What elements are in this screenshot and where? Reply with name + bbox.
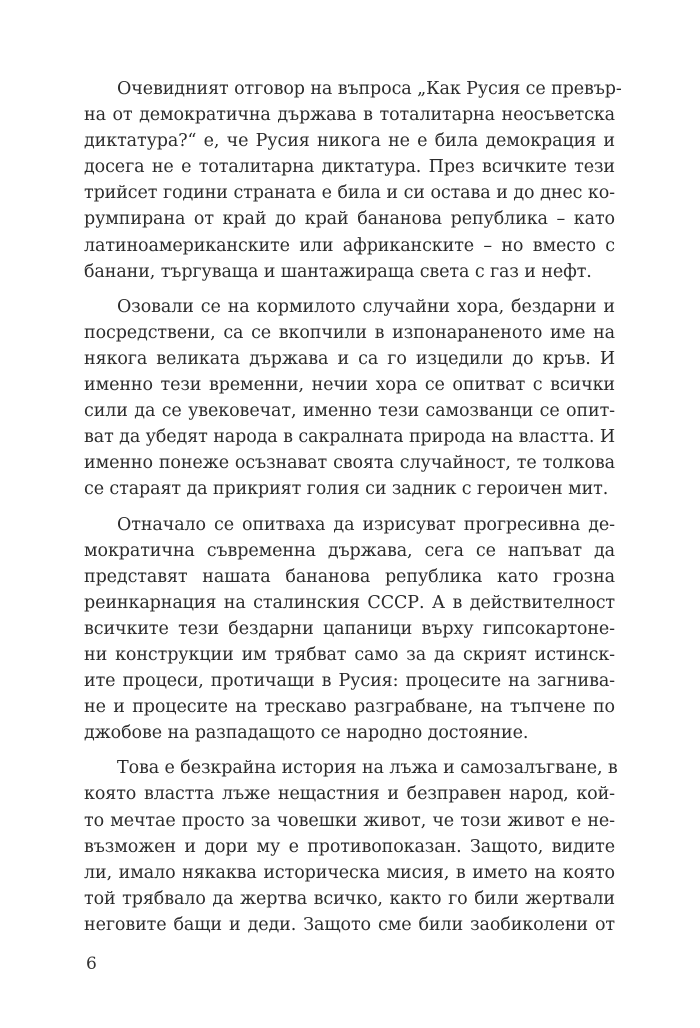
text-line: се стараят да прикрият голия си задник с героичен мит. bbox=[84, 479, 609, 500]
text-line: не и процесите на трескаво разграбване, на тъпчене по bbox=[84, 697, 615, 718]
paragraph bbox=[84, 76, 622, 285]
text-line: посредствени, са се вкопчили в изпонараненото име на bbox=[84, 322, 615, 343]
text-line: която властта лъже нещастния и безправен народ, кой- bbox=[84, 784, 615, 805]
text-line: Озовали се на кормилото случайни хора, бездарни и bbox=[117, 296, 615, 317]
text-line: ват да убедят народа в сакралната природа на властта. И bbox=[84, 427, 615, 448]
text-line: на от демократична държава в тоталитарна неосъветска bbox=[84, 105, 615, 126]
text-line: румпирана от край до край бананова република – като bbox=[84, 209, 615, 230]
text-line: неговите бащи и деди. Защото сме били заобиколени от bbox=[84, 914, 615, 935]
paragraph bbox=[84, 512, 615, 747]
text-line: представят нашата бананова република като грозна bbox=[84, 566, 615, 587]
text-line: досега не е тоталитарна диктатура. През всичките тези bbox=[84, 157, 615, 178]
text-line: Отначало се опитваха да изрисуват прогресивна де- bbox=[117, 514, 615, 535]
text-line: някога великата държава и са го изцедили до кръв. И bbox=[84, 348, 615, 369]
text-line: ите процеси, протичащи в Русия: процесите на загнива- bbox=[84, 671, 615, 692]
text-line: диктатура?“ е, че Русия никога не е била демокрация и bbox=[84, 131, 615, 152]
paragraph bbox=[84, 294, 615, 503]
text-line: ли, имало някаква историческа мисия, в името на която bbox=[84, 862, 615, 883]
text-line: възможен и дори му е противопоказан. Защото, видите bbox=[84, 836, 615, 857]
text-line: именно тези временни, нечии хора се опитват с всички bbox=[84, 375, 615, 396]
text-line: Очевидният отговор на въпроса „Как Русия се превър- bbox=[117, 79, 622, 99]
text-line: той трябвало да жертва всичко, както го били жертвали bbox=[84, 888, 615, 909]
text-line: латиноамериканските или африканските – но вместо с bbox=[84, 235, 615, 256]
paragraph bbox=[84, 755, 618, 938]
page-number: 6 bbox=[86, 954, 97, 974]
text-line: всичките тези бездарни цапаници върху гипсокартоне- bbox=[84, 618, 615, 639]
text-line: именно понеже осъзнават своята случайност, те толкова bbox=[84, 453, 615, 474]
text-line: реинкарнация на сталинския СССР. А в действителност bbox=[84, 592, 615, 613]
text-line: сили да се увековечат, именно тези самозванци се опит- bbox=[84, 401, 615, 422]
text-line: мократична съвременна държава, сега се напъват да bbox=[84, 540, 615, 561]
text-line: банани, търгуваща и шантажираща света с газ и нефт. bbox=[84, 261, 592, 282]
text-line: трийсет години страната е била и си остава и до днес ко- bbox=[84, 183, 615, 204]
text-line: то мечтае просто за човешки живот, че този живот е не- bbox=[84, 810, 615, 831]
page-body bbox=[84, 76, 622, 947]
text-line: джобове на разпадащото се народно достояние. bbox=[84, 723, 529, 744]
text-line: Това е безкрайна история на лъжа и самозалъгване, в bbox=[117, 758, 618, 779]
text-line: ни конструкции им трябват само за да скрият истинск- bbox=[84, 644, 615, 665]
